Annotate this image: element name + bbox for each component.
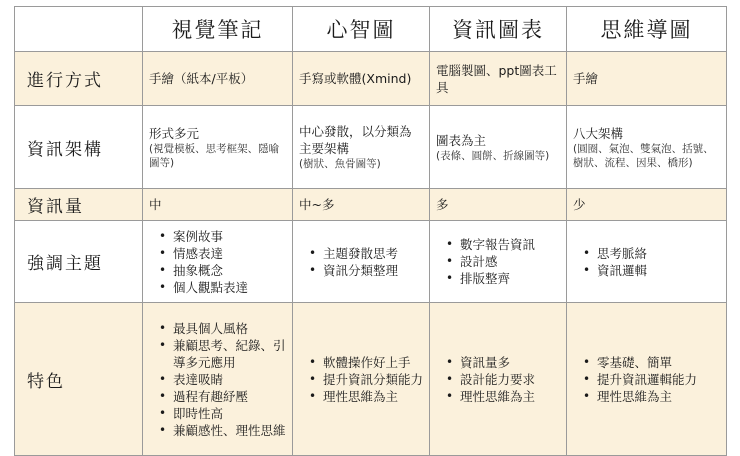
list-item xyxy=(159,262,286,279)
bullet-text: 資訊量多 xyxy=(460,354,511,370)
bullet-text: 案例故事 xyxy=(173,228,224,244)
bullet-icon: • xyxy=(446,354,454,369)
bullet-icon: • xyxy=(309,245,317,260)
table-row xyxy=(15,52,727,106)
row-header: 進行方式 xyxy=(15,52,143,106)
table-cell xyxy=(143,106,293,189)
list-item xyxy=(446,388,560,405)
table-cell xyxy=(143,189,293,221)
bullet-icon: • xyxy=(159,262,167,277)
row-header: 資訊量 xyxy=(15,189,143,221)
header-row xyxy=(15,7,727,52)
row-header: 資訊架構 xyxy=(15,106,143,189)
table-cell xyxy=(293,303,430,456)
row-header: 特色 xyxy=(15,303,143,456)
table-cell xyxy=(430,303,567,456)
list-item xyxy=(159,422,286,439)
bullet-list xyxy=(299,245,423,279)
bullet-icon: • xyxy=(446,271,454,285)
bullet-text: 即時性高 xyxy=(173,405,224,421)
bullet-text: 理性思維為主 xyxy=(597,388,673,404)
bullet-icon: • xyxy=(309,371,317,386)
cell-text: 手繪 xyxy=(573,71,599,86)
list-item xyxy=(309,354,423,371)
cell-text: 手寫或軟體(Xmind) xyxy=(299,71,412,86)
bullet-icon: • xyxy=(309,354,317,369)
row-header: 強調主題 xyxy=(15,221,143,303)
bullet-text: 理性思維為主 xyxy=(460,388,536,404)
bullet-icon: • xyxy=(446,371,454,386)
bullet-text: 提升資訊邏輯能力 xyxy=(597,371,698,387)
bullet-text: 個人觀點表達 xyxy=(173,279,249,295)
bullet-icon: • xyxy=(583,371,591,386)
bullet-list xyxy=(436,236,560,287)
bullet-text: 兼顧感性、理性思維 xyxy=(173,422,286,438)
bullet-text: 情感表達 xyxy=(173,245,224,261)
list-item xyxy=(159,228,286,245)
list-item xyxy=(159,371,286,388)
bullet-text: 主題發散思考 xyxy=(323,245,399,261)
bullet-icon: • xyxy=(583,354,591,369)
bullet-icon: • xyxy=(159,279,167,294)
list-item xyxy=(309,388,423,405)
table-cell xyxy=(567,106,727,189)
table-cell xyxy=(430,189,567,221)
header-mind-map: 心智圖 xyxy=(293,7,430,52)
list-item xyxy=(583,354,720,371)
table-cell xyxy=(567,303,727,456)
list-item xyxy=(583,262,720,279)
bullet-icon: • xyxy=(583,245,591,260)
bullet-list xyxy=(149,320,286,439)
cell-text: 多 xyxy=(436,197,449,212)
bullet-icon: • xyxy=(159,422,167,437)
bullet-text: 思考脈絡 xyxy=(597,245,648,261)
table-row xyxy=(15,303,727,456)
table-cell xyxy=(293,221,430,303)
bullet-icon: • xyxy=(446,388,454,403)
bullet-text: 兼顧思考、紀錄、引導多元應用 xyxy=(173,337,286,370)
bullet-icon: • xyxy=(446,237,454,251)
bullet-icon: • xyxy=(309,262,317,277)
cell-text: 電腦製圖、ppt圖表工具 xyxy=(436,62,557,95)
table-cell xyxy=(567,52,727,106)
list-item xyxy=(583,388,720,405)
table-row xyxy=(15,106,727,189)
bullet-text: 抽象概念 xyxy=(173,262,224,278)
table-cell xyxy=(430,221,567,303)
bullet-text: 提升資訊分類能力 xyxy=(323,371,424,387)
list-item xyxy=(159,388,286,405)
table-cell xyxy=(143,221,293,303)
bullet-text: 設計感 xyxy=(460,254,498,269)
cell-text: 形式多元 xyxy=(149,125,200,141)
bullet-list xyxy=(299,354,423,405)
bullet-text: 設計能力要求 xyxy=(460,371,536,387)
cell-text: 中心發散，以分類為主要架構 xyxy=(299,124,412,156)
bullet-list xyxy=(149,228,286,296)
list-item xyxy=(446,253,560,270)
table-row xyxy=(15,189,727,221)
bullet-text: 資訊分類整理 xyxy=(323,262,399,278)
table-cell xyxy=(430,52,567,106)
cell-text: 中~多 xyxy=(299,197,335,212)
table-cell xyxy=(567,189,727,221)
bullet-list xyxy=(436,354,560,405)
list-item xyxy=(159,279,286,296)
cell-text: 少 xyxy=(573,197,586,212)
header-infographic: 資訊圖表 xyxy=(430,7,567,52)
bullet-icon: • xyxy=(159,371,167,386)
bullet-text: 理性思維為主 xyxy=(323,388,399,404)
cell-text: 八大架構 xyxy=(573,125,624,141)
cell-subtext: (圓圈、氣泡、雙氣泡、括號、樹狀、流程、因果、橋形) xyxy=(573,142,714,169)
bullet-text: 軟體操作好上手 xyxy=(323,354,411,370)
bullet-icon: • xyxy=(159,228,167,243)
bullet-text: 過程有趣紓壓 xyxy=(173,388,249,404)
table-cell xyxy=(143,52,293,106)
list-item xyxy=(446,371,560,388)
table-cell xyxy=(293,189,430,221)
bullet-text: 排版整齊 xyxy=(460,271,511,286)
cell-text: 手繪（紙本/平板） xyxy=(149,71,254,86)
list-item xyxy=(159,337,286,371)
table-cell xyxy=(430,106,567,189)
list-item xyxy=(159,245,286,262)
bullet-icon: • xyxy=(309,388,317,403)
list-item xyxy=(159,320,286,337)
list-item xyxy=(446,270,560,287)
header-visual-notes: 視覺筆記 xyxy=(143,7,293,52)
corner-cell xyxy=(15,7,143,52)
bullet-text: 表達吸睛 xyxy=(173,371,224,387)
bullet-icon: • xyxy=(159,245,167,260)
list-item xyxy=(583,245,720,262)
bullet-text: 最具個人風格 xyxy=(173,320,249,336)
bullet-text: 數字報告資訊 xyxy=(460,237,536,252)
bullet-icon: • xyxy=(583,388,591,403)
list-item xyxy=(583,371,720,388)
comparison-table xyxy=(14,6,727,456)
bullet-icon: • xyxy=(159,337,167,352)
bullet-icon: • xyxy=(159,388,167,403)
list-item xyxy=(159,405,286,422)
cell-subtext: (表條、圓餅、折線圖等) xyxy=(436,149,550,162)
table-cell xyxy=(143,303,293,456)
bullet-list xyxy=(573,245,720,279)
cell-subtext: (樹狀、魚骨圖等) xyxy=(299,158,381,170)
table-row xyxy=(15,221,727,303)
cell-text: 圖表為主 xyxy=(436,132,487,148)
bullet-icon: • xyxy=(159,405,167,420)
bullet-list xyxy=(573,354,720,405)
list-item xyxy=(309,371,424,388)
list-item xyxy=(309,245,423,262)
cell-subtext: (視覺模板、思考框架、隱喻圖等) xyxy=(149,142,280,169)
list-item xyxy=(309,262,423,279)
table-cell xyxy=(293,52,430,106)
table-cell xyxy=(567,221,727,303)
bullet-icon: • xyxy=(583,262,591,277)
bullet-text: 資訊邏輯 xyxy=(597,262,648,278)
bullet-text: 零基礎、簡單 xyxy=(597,354,673,370)
list-item xyxy=(446,236,560,253)
header-thinking-map: 思維導圖 xyxy=(567,7,727,52)
bullet-icon: • xyxy=(446,254,454,268)
list-item xyxy=(446,354,560,371)
table-cell xyxy=(293,106,430,189)
cell-text: 中 xyxy=(149,197,162,212)
bullet-icon: • xyxy=(159,320,167,335)
